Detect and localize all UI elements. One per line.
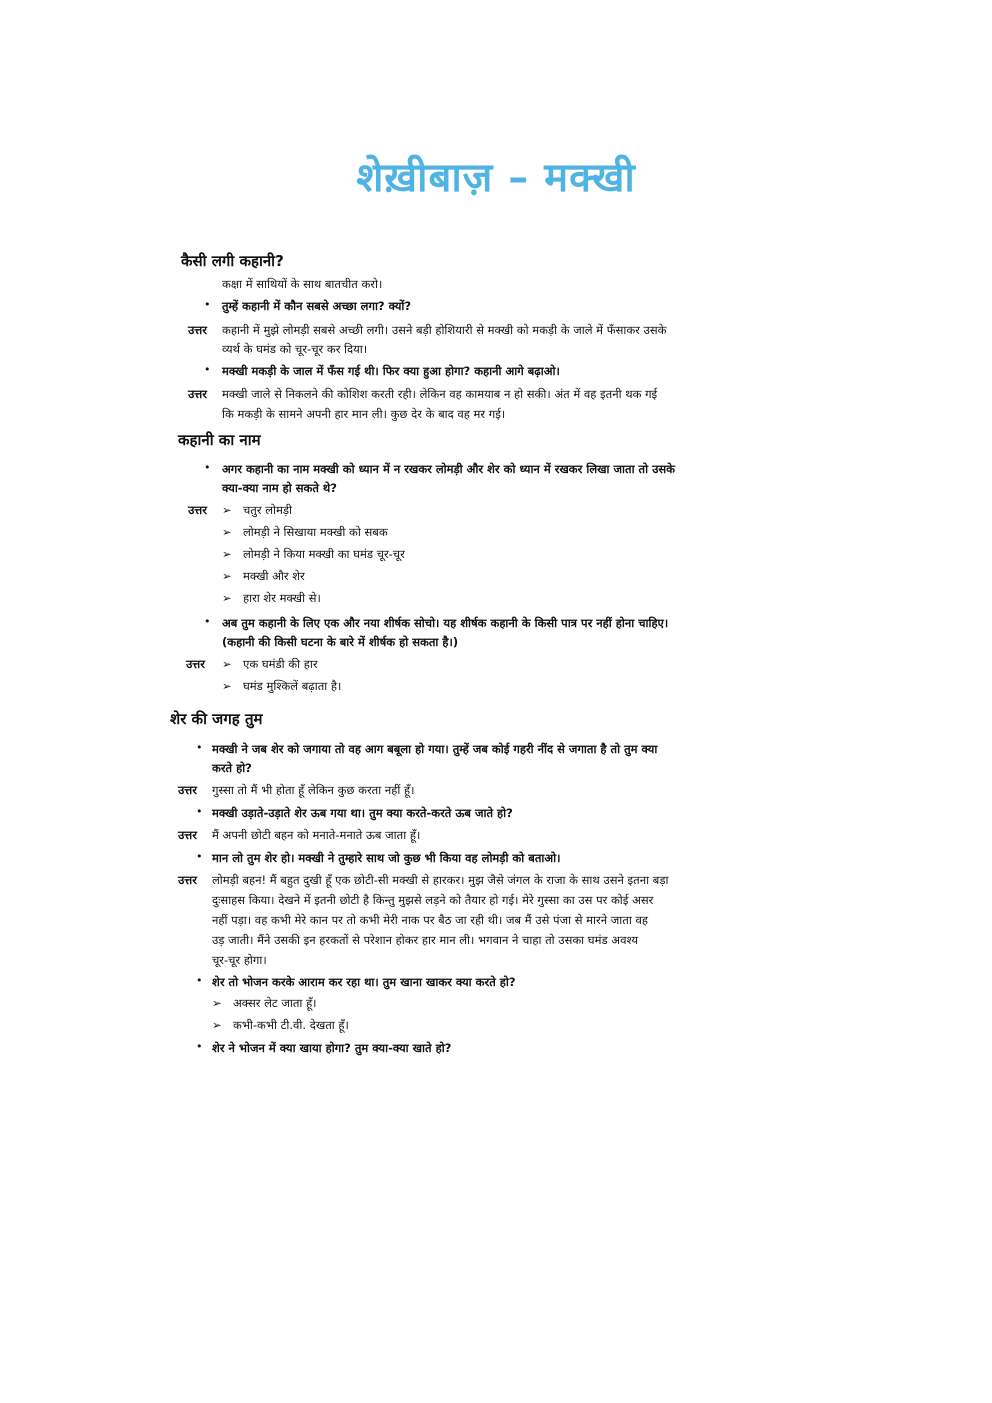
question-text: मक्खी मकड़ी के जाल में फँस गई थी। फिर क्या हुआ होगा? कहानी आगे बढ़ाओ। <box>222 364 560 378</box>
arrow-bullet-icon: ➢ <box>222 657 232 671</box>
answer-label: उत्तर <box>188 503 207 517</box>
list-item: मक्खी और शेर <box>243 569 305 583</box>
list-item: चतुर लोमड़ी <box>243 503 292 517</box>
section-heading-you-as-lion: शेर की जगह तुम <box>170 710 263 728</box>
list-item: घमंड मुश्किलें बढ़ाता है। <box>243 679 342 693</box>
arrow-bullet-icon: ➢ <box>222 591 232 605</box>
answer-label: उत्तर <box>178 783 197 797</box>
bullet-icon: • <box>204 615 211 628</box>
answer-label: उत्तर <box>186 657 205 671</box>
arrow-bullet-icon: ➢ <box>222 547 232 561</box>
arrow-bullet-icon: ➢ <box>222 679 232 693</box>
list-item: लोमड़ी ने सिखाया मक्खी को सबक <box>243 525 388 539</box>
answer-text: नहीं पड़ा। वह कभी मेरे कान पर तो कभी मेरी नाक पर बैठ जा रही थी। जब मैं उसे पंजा से मारने जाता वह <box>212 913 648 927</box>
bullet-icon: • <box>196 1040 203 1053</box>
arrow-bullet-icon: ➢ <box>222 503 232 517</box>
question-text: मक्खी उड़ाते-उड़ाते शेर ऊब गया था। तुम क्या करते-करते ऊब जाते हो? <box>212 806 513 820</box>
answer-label: उत्तर <box>188 387 207 401</box>
bullet-icon: • <box>196 974 203 987</box>
page-title: शेख़ीबाज़ – मक्खी <box>356 155 636 201</box>
bullet-icon: • <box>204 363 211 376</box>
question-text: करते हो? <box>212 761 252 775</box>
answer-text: व्यर्थ के घमंड को चूर-चूर कर दिया। <box>222 342 368 356</box>
answer-label: उत्तर <box>178 828 197 842</box>
section-heading-story-feel: कैसी लगी कहानी? <box>181 252 284 270</box>
answer-text: कि मकड़ी के सामने अपनी हार मान ली। कुछ देर के बाद वह मर गई। <box>222 407 506 421</box>
bullet-icon: • <box>204 298 211 311</box>
arrow-bullet-icon: ➢ <box>222 525 232 539</box>
list-item: लोमड़ी ने किया मक्खी का घमंड चूर-चूर <box>243 547 405 561</box>
list-item: हारा शेर मक्खी से। <box>243 591 321 605</box>
answer-text: मक्खी जाले से निकलने की कोशिश करती रही। लेकिन वह कामयाब न हो सकी। अंत में वह इतनी थक गई <box>222 387 658 401</box>
bullet-icon: • <box>196 850 203 863</box>
answer-text: लोमड़ी बहन! मैं बहुत दुखी हूँ एक छोटी-सी मक्खी से हारकर। मुझ जैसे जंगल के राजा के साथ उसने इतना बड़ा <box>212 873 669 887</box>
section-heading-story-name: कहानी का नाम <box>178 431 261 449</box>
answer-label: उत्तर <box>188 323 207 337</box>
answer-label: उत्तर <box>178 873 197 887</box>
answer-text: चूर-चूर होगा। <box>212 953 267 967</box>
bullet-icon: • <box>196 741 203 754</box>
question-text: तुम्हें कहानी में कौन सबसे अच्छा लगा? क्यों? <box>222 299 412 313</box>
list-item: कभी-कभी टी.वी. देखता हूँ। <box>233 1018 349 1032</box>
list-item: एक घमंडी की हार <box>243 657 318 671</box>
answer-text: गुस्सा तो मैं भी होता हूँ लेकिन कुछ करता नहीं हूँ। <box>212 783 415 797</box>
bullet-icon: • <box>204 461 211 474</box>
bullet-icon: • <box>196 805 203 818</box>
answer-text: उड़ जाती। मैंने उसकी इन हरकतों से परेशान होकर हार मान ली। भगवान ने चाहा तो उसका घमंड अवश्य <box>212 933 639 947</box>
answer-text: दुःसाहस किया। देखने में इतनी छोटी है किन्तु मुझसे लड़ने को तैयार हो गई। मेरे गुस्सा का उस पर कोई असर <box>212 893 654 907</box>
answer-text: मैं अपनी छोटी बहन को मनाते-मनाते ऊब जाता हूँ। <box>212 828 421 842</box>
question-text: अगर कहानी का नाम मक्खी को ध्यान में न रखकर लोमड़ी और शेर को ध्यान में रखकर लिखा जाता तो उसके <box>222 462 676 476</box>
intro-text: कक्षा में साथियों के साथ बातचीत करो। <box>222 277 383 291</box>
question-text: क्या-क्या नाम हो सकते थे? <box>222 481 337 495</box>
answer-text: कहानी में मुझे लोमड़ी सबसे अच्छी लगी। उसने बड़ी होशियारी से मक्खी को मकड़ी के जाले में फँसाकर उसके <box>222 323 667 337</box>
question-text: (कहानी की किसी घटना के बारे में शीर्षक हो सकता है।) <box>222 635 459 649</box>
arrow-bullet-icon: ➢ <box>222 569 232 583</box>
question-text: अब तुम कहानी के लिए एक और नया शीर्षक सोचो। यह शीर्षक कहानी के किसी पात्र पर नहीं होना चाहिए। <box>222 616 669 630</box>
question-text: शेर तो भोजन करके आराम कर रहा था। तुम खाना खाकर क्या करते हो? <box>212 975 516 989</box>
arrow-bullet-icon: ➢ <box>212 996 222 1010</box>
arrow-bullet-icon: ➢ <box>212 1018 222 1032</box>
question-text: मक्खी ने जब शेर को जगाया तो वह आग बबूला हो गया। तुम्हें जब कोई गहरी नींद से जगाता है तो तुम क्या <box>212 742 658 756</box>
list-item: अक्सर लेट जाता हूँ। <box>233 996 317 1010</box>
question-text: शेर ने भोजन में क्या खाया होगा? तुम क्या-क्या खाते हो? <box>212 1041 452 1055</box>
question-text: मान लो तुम शेर हो। मक्खी ने तुम्हारे साथ जो कुछ भी किया वह लोमड़ी को बताओ। <box>212 851 561 865</box>
